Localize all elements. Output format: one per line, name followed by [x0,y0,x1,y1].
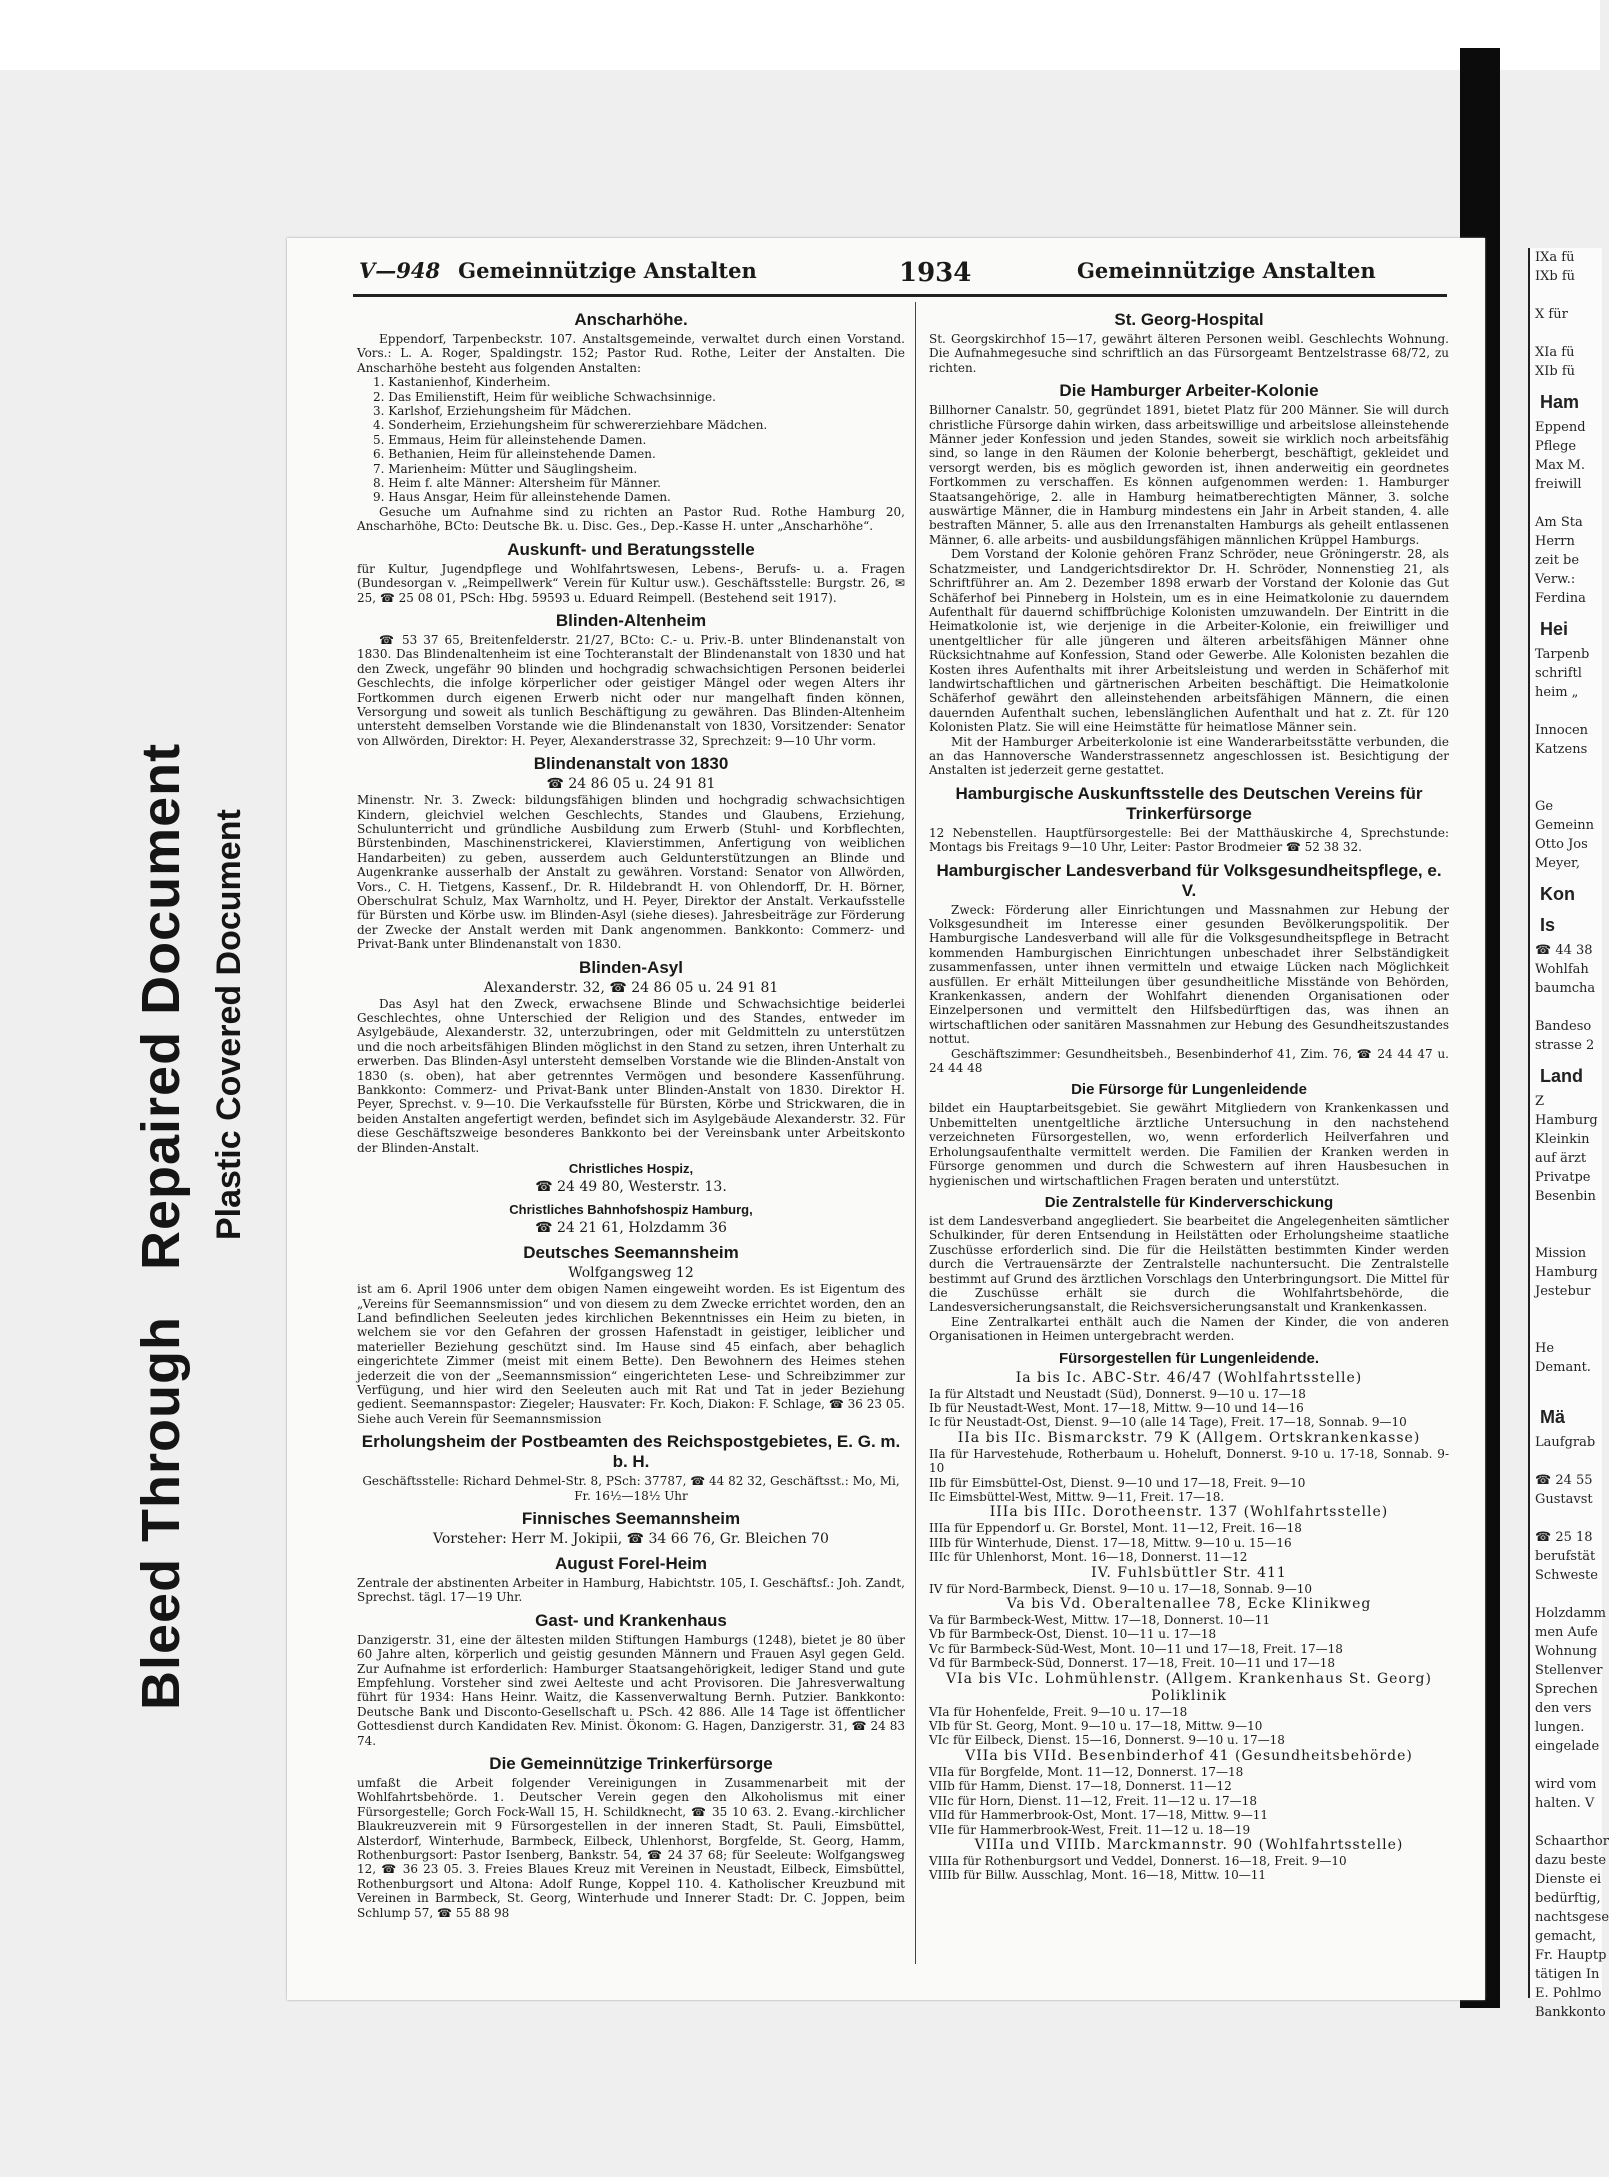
header-right-title: Gemeinnützige Anstalten [1077,258,1376,283]
sliver-fragment: Mä [1540,1407,1566,1427]
schedule-line: IIb für Eimsbüttel-Ost, Dienst. 9—10 und 17—18, Freit. 9—10 [929,1475,1306,1490]
sliver-fragment: Eppend [1535,420,1586,435]
schedule-line: VIIa für Borgfelde, Mont. 11—12, Donnerst. 17—18 [929,1764,1244,1779]
paragraph: Eine Zentralkartei enthält auch die Namen der Kinder, die von anderen Organisationen in Heimen untergebracht werden. [929,1314,1449,1344]
heading-trinkerfuersorge: Die Gemeinnützige Trinkerfürsorge [489,1754,773,1774]
sliver-fragment: tätigen In [1535,1967,1600,1982]
paragraph: Mit der Hamburger Arbeiterkolonie ist eine Wanderarbeitsstätte verbunden, die an das Hannoversche Wanderstrassennetz angeschlossen ist. Besichtigung der Anstalten ist jederzeit gerne gestattet. [929,734,1449,778]
sliver-fragment: E. Pohlmo [1535,1986,1602,2001]
sliver-fragment: ☎ 25 18 [1535,1530,1593,1545]
schedule-line: VIIc für Horn, Dienst. 11—12, Freit. 11—12 u. 17—18 [929,1793,1257,1808]
schedule-line: IIIc für Uhlenhorst, Mont. 16—18, Donnerst. 11—12 [929,1550,1248,1565]
heading-landesverband: Hamburgischer Landesverband für Volksgesundheitspflege, e. V. [936,860,1442,900]
list-item: 3. Karlshof, Erziehungsheim für Mädchen. [373,404,632,419]
sliver-fragment: Schweste [1535,1568,1598,1583]
heading-deutsches-seemannsheim: Deutsches Seemannsheim [523,1243,739,1263]
heading-arbeiter-kolonie: Die Hamburger Arbeiter-Kolonie [1059,381,1319,401]
sliver-fragment: Ham [1540,392,1580,412]
schedule-line: VIb für St. Georg, Mont. 9—10 u. 17—18, Mittw. 9—10 [929,1719,1263,1734]
paragraph: ist dem Landesverband angegliedert. Sie bearbeitet die Angelegenheiten sämtlicher Schulkinder, für deren Entsendung in Heilstätten oder Erholungsheime staatliche Zuschüsse erforderlich sind. Die für die Heilstätten bestimmten Kinder werden durch die Vertrauensärzte der Zentralstelle nachuntersucht. Die Zentralstelle bestimmt auf Grund des ärztlichen Vorschlags den Unterbringungsort. Die Mittel für die Zuschüsse erhält sie durch die Wohlfahrtsbehörde, die Landesversicherungsanstalt, die Reichsversicherungsanstalt und Krankenkassen. [929,1213,1449,1315]
paragraph: ☎ 53 37 65, Breitenfelderstr. 21/27, BCto: C.- u. Priv.-B. unter Blindenanstalt von 1830. Das Blindenaltenheim ist eine Tochteranstalt der Blindenanstalt von 1830 und hat den Zweck, ungefähr 90 blinden und hochgradig schwachsichtigen Personen beiderlei Geschlechts, die infolge körperlicher oder geistiger Mängel oder wegen Alters ihr Fortkommen durch eigenen Erwerb nicht oder nur mangelhaft finden können, Versorgung und soweit als tunlich Beschäftigung zu gewähren. Das Blinden-Altenheim untersteht demselben Vorstande wie die Blindenanstalt von 1830, Vorsitzender: Senator von Allwörden, Direktor: H. Peyer, Alexanderstrasse 32, Sprechzeit: 9—10 Uhr vorm. [357,632,905,748]
page-number: V—948 [359,258,441,283]
group-heading: IV. Fuhlsbüttler Str. 411 [1091,1564,1287,1581]
sliver-fragment: Ferdina [1535,591,1586,606]
scan-top-margin [0,0,1600,70]
sliver-fragment: Gustavst [1535,1492,1593,1507]
paragraph: Billhorner Canalstr. 50, gegründet 1891, bietet Platz für 200 Männer. Sie will durch christliche Fürsorge dahin wirken, dass arbeitswillige und arbeitslose alleinstehende Männer jeder Konfession und jeden Standes, soweit sie wirklich noch arbeitsfähig sind, so lange in den Räumen der Kolonie beherbergt, beschäftigt, gekleidet und versorgt werden, bis es möglich geworden ist, ihnen anderweitig ein geordnetes Fortkommen zu verschaffen. Es können aufgenommen werden: 1. Hamburger Staatsangehörige, 2. alle in Hamburg heimatberechtigten Männer, 3. solche auswärtige Männer, die in Hamburg mindestens ein Jahr in Arbeit standen, 4. alle bestraften Männer, 5. alle aus den Irrenanstalten Hamburgs als geheilt entlassenen Männer, 6. alle arbeits- und ausbildungsfähigen männlichen Krüppel Hamburgs. [929,403,1449,547]
schedule-line: Ia für Altstadt und Neustadt (Süd), Donnerst. 9—10 u. 17—18 [929,1386,1306,1401]
sliver-fragment: Dienste ei [1535,1872,1602,1887]
sliver-fragment: He [1535,1341,1555,1356]
bleed-through-label: Bleed Through [131,1316,191,1710]
phone-line: ☎ 24 86 05 u. 24 91 81 [546,776,716,793]
group-heading: VIIa bis VIId. Besenbinderhof 41 (Gesundheitsbehörde) [965,1747,1413,1764]
schedule-line: Va für Barmbeck-West, Mittw. 17—18, Donnerst. 10—11 [929,1613,1271,1628]
heading-kinderverschickung: Die Zentralstelle für Kinderverschickung [1044,1193,1334,1211]
group-heading: IIIa bis IIIc. Dorotheenstr. 137 (Wohlfahrtsstelle) [989,1504,1389,1521]
sliver-fragment [1530,324,1602,343]
sliver-fragment: Hamburg [1535,1113,1598,1128]
heading-auskunft: Auskunft- und Beratungsstelle [507,539,755,559]
heading-blinden-altenheim: Blinden-Altenheim [555,610,707,630]
paragraph: umfaßt die Arbeit folgender Vereinigungen in Zusammenarbeit mit der Wohlfahrtsbehörde. 1. Deutscher Verein gegen den Alkoholismus mit einer Fürsorgestelle; Gorch Fock-Wall 15, H. Schildknecht, ☎ 35 10 63. 2. Evang.-kirchlicher Blaukreuzverein mit 9 Fürsorgestellen in der inneren Stadt, St. Pauli, Eimsbüttel, Alsterdorf, Winterhude, Barmbeck, Eilbeck, Uhlenhorst, Borgfelde, St. Georg, Hamm, Rothenburgsort: Pastor Isenberg, Bankstr. 54, ☎ 24 37 68; für Seeleute: Wolfgangsweg 12, ☎ 36 23 05. 3. Freies Blaues Kreuz mit Vereinen in Neustadt, Eilbeck, Eimsbüttel, Rothenburgsort und Altona: Adolf Runge, Koppel 110. 4. Katholischer Kreuzbund mit Vereinen in Barmbeck, St. Georg, Winterhude und Innerer Stadt: Dr. C. Joppen, beim Schlump 57, ☎ 55 88 98 [357,1776,905,1920]
sliver-fragment: Fr. Hauptp [1535,1948,1607,1963]
institution-list [357,375,905,505]
list-item: 2. Das Emilienstift, Heim für weibliche Schwachsinnige. [373,389,716,404]
sliver-fragment: men Aufe [1535,1625,1598,1640]
header-year: 1934 [899,258,972,288]
schedule-line: VIIe für Hammerbrook-West, Freit. 11—12 u. 18—19 [929,1822,1251,1837]
paragraph: Zentrale der abstinenten Arbeiter in Hamburg, Habichtstr. 105, I. Geschäftsf.: Joh. Zandt, Sprechst. tägl. 17—19 Uhr. [357,1575,905,1605]
list-item: 6. Bethanien, Heim für alleinstehende Damen. [373,447,656,462]
repaired-document-label: Repaired Document [131,742,191,1271]
paragraph: Danzigerstr. 31, eine der ältesten milden Stiftungen Hamburgs (1248), bietet je 80 über 60 Jahre alten, körperlich und geistig gesunden Männern und Frauen Asyl gegen Geld. Zur Aufnahme ist erforderlich: Hamburger Staatsangehörigkeit, lediger Stand und gute Empfehlung. Vorsteher sind zwei Aelteste und acht Provisoren. Die Jahresverwaltung führt für 1934: Hans Heinr. Waitz, die Kassenverwaltung Bernh. Putzier. Bankkonto: Deutsche Bank und Disconto-Gesellschaft u. PSch. 42 886. Alle 14 Tage ist öffentlicher Gottesdienst durch Kandidaten Rev. Minist. Ökonom: G. Hagen, Danzigerstr. 31, ☎ 24 83 74. [357,1632,905,1748]
sliver-fragment: Otto Jos [1535,837,1588,852]
sliver-fragment: Innocen [1535,723,1589,738]
sliver-fragment: Gemeinn [1535,818,1595,833]
list-item: 9. Haus Ansgar, Heim für alleinstehende Damen. [373,490,671,505]
schedule-line: IIa für Harvestehude, Rotherbaum u. Hoheluft, Donnerst. 9-10 u. 17-18, Sonnab. 9-10 [929,1446,1449,1476]
list-item: 5. Emmaus, Heim für alleinstehende Damen. [373,432,647,447]
sliver-fragment: eingelade [1535,1739,1600,1754]
sliver-fragment: Z [1535,1094,1545,1109]
header-rule [353,294,1447,297]
sliver-fragment: nachtsgese [1535,1910,1609,1925]
sliver-fragment: Meyer, [1535,856,1580,871]
sliver-fragment: Schaarthor [1535,1834,1609,1849]
paragraph: St. Georgskirchhof 15—17, gewährt älteren Personen weibl. Geschlechts Wohnung. Die Aufnahmegesuche sind schriftlich an das Fürsorgeamt Bentzelstrasse 68/72, zu richten. [929,332,1449,375]
paragraph: Das Asyl hat den Zweck, erwachsene Blinde und Schwachsichtige beiderlei Geschlechtes, ohne Unterschied der Religion und des Standes, entweder im Asylgebäude, Alexanderstr. 32, unterzubringen, oder mit Geldmitteln zu unterstützen und die noch arbeitsfähigen Blinden möglichst in den Stand zu setzen, ihren Unterhalt zu erwerben. Das Blinden-Asyl untersteht demselben Vorstande wie die Blinden-Anstalt von 1830 (s. oben), hat aber getrenntes Vermögen und besondere Kassenführung. Bankkonto: Commerz- und Privat-Bank unter Blinden-Anstalt von 1830. Direktor H. Peyer, Sprechst. v. 9—10. Die Verkaufsstelle für Bürsten, Körbe und Strickwaren, die in beiden Anstalten angefertigt werden, befindet sich im Asylgebäude Alexanderstr. 32. Für diese Geschäftszweige besonderes Bankkonto bei der Vereinsbank unter Arbeitskonto der Blinden-Anstalt. [357,996,905,1155]
schedule-line: VIId für Hammerbrook-Ost, Mont. 17—18, Mittw. 9—11 [929,1808,1269,1823]
sliver-fragment: freiwill [1535,477,1582,492]
group-heading: VIa bis VIc. Lohmühlenstr. (Allgem. Krankenhaus St. Georg) Poliklinik [946,1670,1432,1704]
sliver-fragment: bedürftig, [1535,1891,1601,1906]
paragraph: Dem Vorstand der Kolonie gehören Franz Schröder, neue Gröningerstr. 28, als Schatzmeister, und Landgerichtsdirektor Dr. H. Schröder, Nonnenstieg 21, als Schriftführer an. Am 2. Dezember 1898 erwarb der Vorstand der Kolonie das Gut Schäferhof bei Pinneberg in Holstein, um es in eine Heimatkolonie zu dauerndem Aufenthalt für dauernd schiffbrüchige Kolonisten umzuwandeln. Der Eintritt in die Heimatkolonie ist, wie derjenige in die Arbeiter-Kolonie, ein freiwilliger und unentgeltlicher für alle jüngeren und älteren arbeitsfähigen Männer ohne Rücksichtnahme auf Konfession, Stand oder Gewerbe. Alle Kolonisten bezahlen die Kosten ihres Aufenthalts mit ihrer Arbeitsleistung und werden in Schäferhof mit landwirtschaftlichen und gärtnerischen Arbeiten beschäftigt. Die Heimatkolonie Schäferhof gewährt den alleinstehenden arbeitsfähigen Männern, die einen dauernden Aufenthalt suchen, lebenslänglichen Aufenthalt und hat z. Zt. für 120 Kolonisten Platz. Sie will eine Heimstätte für heimatlose Männer sein. [929,547,1449,735]
sliver-fragment: auf ärzt [1535,1151,1587,1166]
schedule-line: VIIb für Hamm, Dienst. 17—18, Donnerst. 11—12 [929,1779,1232,1794]
header-left-title: Gemeinnützige Anstalten [458,258,757,283]
sliver-fragment [1530,286,1602,305]
schedule-line: Vb für Barmbeck-Ost, Dienst. 10—11 u. 17—18 [929,1627,1217,1642]
sliver-fragment [1530,1206,1602,1225]
heading-bahnhofshospiz: Christliches Bahnhofshospiz Hamburg, [509,1202,753,1218]
paragraph: ist am 6. April 1906 unter dem obigen Namen eingeweiht worden. Es ist Eigentum des „Vereins für Seemannsmission“ und von diesem zu dem Zwecke errichtet worden, den an Land befindlichen Seeleuten jedes kirchlichen Bekenntnisses ein Heim zu bieten, in welchem sie vor den Gefahren der grossen Hafenstadt in geistiger, leiblicher und materieller Beziehung geschützt sind. Im Hause sind 45 einfach, aber behaglich eingerichtete Zimmer (meist mit einem Bette). Den Bewohnern des Heimes stehen jederzeit die von der „Seemannsmission“ eingerichteten Lese- und Schreibzimmer zur Verfügung, und hier wird den Seeleuten auch mit Rat und Tat in jeder Beziehung gedient. Seemannspastor: Ziegeler; Hausvater: Fr. Koch, Diakon: F. Schlage, ☎ 36 23 05. Siehe auch Verein für Seemannsmission [357,1282,905,1426]
address-line: Vorsteher: Herr M. Jokipii, ☎ 34 66 76, Gr. Bleichen 70 [433,1530,829,1547]
schedule-line: Vd für Barmbeck-Süd, Donnerst. 17—18, Freit. 10—11 und 17—18 [929,1656,1336,1671]
heading-gast-krankenhaus: Gast- und Krankenhaus [535,1610,727,1630]
schedule-line: VIIIa für Rothenburgsort und Veddel, Donnerst. 16—18, Freit. 9—10 [929,1853,1347,1868]
sliver-fragment: Herrn [1535,534,1575,549]
sliver-fragment: Hamburg [1535,1265,1598,1280]
sliver-fragment: Wohnung [1535,1644,1598,1659]
label-line-main [130,697,192,1710]
paragraph: bildet ein Hauptarbeitsgebiet. Sie gewährt Mitgliedern von Krankenkassen und Unbemittelten unentgeltliche ärztliche Untersuchung in den nachstehend verzeichneten Fürsorgestellen, wo, wenn erforderlich Heilverfahren und Erholungsaufenthalte vermittelt werden. Die Familien der Kranken werden in Fürsorge genommen und durch die Schwestern auf ihren Hausbesuchen in hygienischen und wirtschaftlichen Fragen beraten und unterstützt. [929,1101,1449,1188]
column-divider [915,302,916,1964]
sliver-fragment [1530,494,1602,513]
schedule-line: VIa für Hohenfelde, Freit. 9—10 u. 17—18 [929,1704,1188,1719]
sliver-fragment: XIb fü [1535,364,1576,379]
sliver-fragment: XIa fü [1535,345,1575,360]
sliver-fragment [1530,1225,1602,1244]
sliver-fragment: Is [1540,915,1556,935]
sliver-fragment: Hei [1540,619,1569,639]
heading-erholungsheim: Erholungsheim der Postbeamten des Reichspostgebietes, E. G. m. b. H. [361,1432,901,1472]
schedule-line: VIIIb für Billw. Ausschlag, Mont. 16—18, Mittw. 10—11 [929,1868,1267,1883]
paragraph: Minenstr. Nr. 3. Zweck: bildungsfähigen blinden und hochgradig schwachsichtigen Kindern, gleichviel welchen Geschlechts, Standes und Glaubens, Erziehung, Schulunterricht und gründliche Ausbildung zum Erwerb (Stuhl- und Korbflechten, Bürstenbinden, Maschinenstrickerei, Klavierstimmen, Anfertigung von weiblichen Handarbeiten) zu geben, ausserdem auch Geldunterstützungen an Blinde und Augenkranke ausserhalb der Anstalt zu gewähren. Vorstand: Senator von Allwörden, Vors., C. H. Tietgens, Kassenf., Dr. R. Hildebrandt H. von Ohlendorff, Dr. H. Börner, Oberschulrat Schulz, Max Warnholtz, und H. Peyer, Direktor der Anstalt. Verkaufsstelle für Bürsten und Körbe usw. im Blinden-Asyl (siehe dieses). Jahresbeiträge zur Förderung der Zwecke der Anstalt werden mit Dank angenommen. Bankkonto: Commerz- und Privat-Bank unter Blindenanstalt von 1830. [357,793,905,952]
sliver-fragment: Tarpenb [1535,647,1590,662]
sliver-fragment: Mission [1535,1246,1587,1261]
sliver-fragment: Kleinkin [1535,1132,1590,1147]
list-item: 1. Kastanienhof, Kinderheim. [373,375,551,390]
sliver-fragment: Verw.: [1535,572,1576,587]
sliver-fragment [1530,1756,1602,1775]
sliver-fragment: dazu beste [1535,1853,1607,1868]
paragraph: Zweck: Förderung aller Einrichtungen und Massnahmen zur Hebung der Volksgesundheit im Interesse einer gesunden Bevölkerungspolitik. Der Hamburgische Landesverband will alle für die Volksgesundheitspflege in Betracht kommenden Hamburgischen Einrichtungen unbeschadet ihrer Selbständigkeit zusammenfassen, unter ihnen vermitteln und etwaige Lücken nach Möglichkeit ausfüllen. Er erhält Mitteilungen über gesundheitliche Misstände von Behörden, Krankenkassen, andern der Wohlfahrt dienenden Organisationen oder Einzelpersonen und vermittelt den Hilfsbedürftigen das, was ihnen an wirtschaftlichen oder sanitären Massnahmen zur Hebung des Gesundheitszustandes nottut. [929,902,1449,1047]
schedule-line: Ib für Neustadt-West, Mont. 17—18, Mittw. 9—10 und 14—16 [929,1400,1304,1415]
group-heading: VIIIa und VIIIb. Marckmannstr. 90 (Wohlfahrtsstelle) [974,1836,1404,1853]
sliver-fragment [1530,702,1602,721]
sliver-fragment: Wohlfah [1535,962,1589,977]
sliver-fragment: gemacht, [1535,1929,1597,1944]
schedule-line: IV für Nord-Barmbeck, Dienst. 9—10 u. 17—18, Sonnab. 9—10 [929,1581,1313,1596]
sliver-fragment: Jestebur [1535,1284,1591,1299]
sliver-fragment: Pflege [1535,439,1577,454]
heading-blinden-asyl: Blinden-Asyl [579,957,683,977]
heading-christliches-hospiz: Christliches Hospiz, [568,1161,694,1177]
list-item: 8. Heim f. alte Männer: Altersheim für Männer. [373,476,661,491]
sliver-fragment: Kon [1540,884,1575,904]
sliver-fragment: Bandeso [1535,1019,1592,1034]
paragraph: Geschäftszimmer: Gesundheitsbeh., Besenbinderhof 41, Zim. 76, ☎ 24 44 47 u. 24 44 48 [929,1046,1449,1076]
adjacent-page-sliver [1528,248,1609,2020]
sliver-fragment: Laufgrab [1535,1435,1596,1450]
sliver-fragment: schriftl [1535,666,1582,681]
schedule-line: IIIa für Eppendorf u. Gr. Borstel, Mont. 11—12, Freit. 16—18 [929,1521,1302,1536]
sliver-fragment: ☎ 24 55 [1535,1473,1593,1488]
address-line: Wolfgangsweg 12 [568,1265,694,1282]
sliver-fragment [1530,1585,1602,1604]
sliver-fragment [1530,1509,1602,1528]
group-heading: Va bis Vd. Oberaltenallee 78, Ecke Klinikweg [1006,1596,1372,1613]
paragraph: Geschäftsstelle: Richard Dehmel-Str. 8, PSch: 37787, ☎ 44 82 32, Geschäftsst.: Mo, Mi, Fr. 16½—18½ Uhr [362,1474,900,1503]
left-column [357,304,905,1920]
sliver-fragment: Privatpe [1535,1170,1591,1185]
sliver-fragment: Besenbin [1535,1189,1596,1204]
heading-auskunftsstelle: Hamburgische Auskunftsstelle des Deutschen Vereins für Trinkerfürsorge [955,783,1423,823]
schedule-line: Ic für Neustadt-Ost, Dienst. 9—10 (alle 14 Tage), Freit. 17—18, Sonnab. 9—10 [929,1415,1407,1430]
header-left [359,258,757,283]
schedule-line: Vc für Barmbeck-Süd-West, Mont. 10—11 und 17—18, Freit. 17—18 [929,1641,1343,1656]
sliver-fragment: Holzdamm [1535,1606,1606,1621]
schedule-line: VIc für Eilbeck, Dienst. 15—16, Donnerst. 9—10 u. 17—18 [929,1733,1285,1748]
schedule-line: IIIb für Winterhude, Dienst. 17—18, Mittw. 9—10 u. 15—16 [929,1535,1292,1550]
plastic-covered-label: Plastic Covered Document [210,809,248,1240]
sliver-fragment [1530,998,1602,1017]
sliver-fragment: zeit be [1535,553,1580,568]
sliver-fragment [1530,1301,1602,1320]
group-heading: IIa bis IIc. Bismarckstr. 79 K (Allgem. Ortskrankenkasse) [957,1429,1421,1446]
sliver-fragment: strasse 2 [1535,1038,1595,1053]
sliver-fragment [1530,1813,1602,1832]
heading-st-georg-hospital: St. Georg-Hospital [1114,310,1264,329]
running-header [287,258,1485,294]
paragraph: 12 Nebenstellen. Hauptfürsorgestelle: Bei der Matthäuskirche 4, Sprechstunde: Montags bis Freitags 9—10 Uhr, Leiter: Pastor Brodmeier ☎ 52 38 32. [929,825,1449,855]
paragraph: Eppendorf, Tarpenbeckstr. 107. Anstaltsgemeinde, verwaltet durch einen Vorstand. Vors.: L. A. Roger, Spaldingstr. 152; Pastor Rud. Rothe, Leiter der Anstalten. Die Anscharhöhe besteht aus folgenden Anstalten: [357,332,905,375]
heading-lungenleidende: Die Fürsorge für Lungenleidende [1071,1081,1307,1099]
sliver-fragment: den vers [1535,1701,1592,1716]
sliver-fragment: ☎ 44 38 [1535,943,1593,958]
sliver-fragment: Demant. [1535,1360,1591,1375]
right-column [929,304,1449,1883]
group-heading: Ia bis Ic. ABC-Str. 46/47 (Wohlfahrtsstelle) [1015,1369,1363,1386]
address-line: ☎ 24 49 80, Westerstr. 13. [535,1179,727,1196]
sliver-fragment: heim „ [1535,685,1579,700]
heading-anscharhoehe: Anscharhöhe. [574,310,688,329]
list-item: 7. Marienheim: Mütter und Säuglingsheim. [373,461,638,476]
heading-blindenanstalt: Blindenanstalt von 1830 [533,754,729,774]
sliver-fragment: IXa fü [1535,250,1575,265]
address-line: ☎ 24 21 61, Holzdamm 36 [535,1220,727,1237]
sliver-fragment [1530,759,1602,778]
sliver-fragment: Sprechen [1535,1682,1598,1697]
sliver-fragment: Bankkonto [1535,2005,1606,2020]
paragraph: für Kultur, Jugendpflege und Wohlfahrtswesen, Lebens-, Berufs- u. a. Fragen (Bundesorgan v. „Reimpellwerk“ Verein für Kultur usw.). Geschäftsstelle: Burgstr. 26, ✉ 25, ☎ 25 08 01, PSch: Hbg. 59593 u. Eduard Reimpell. (Bestehend seit 1917). [357,561,905,605]
heading-finnisches-seemannsheim: Finnisches Seemannsheim [521,1508,741,1528]
sliver-fragment: Max M. [1535,458,1585,473]
sliver-fragment: Katzens [1535,742,1588,757]
sliver-fragment: Ge [1535,799,1554,814]
heading-fuersorgestellen: Fürsorgestellen für Lungenleidende. [1058,1349,1320,1367]
sliver-fragment: halten. V [1535,1796,1595,1811]
list-item: 4. Sonderheim, Erziehungsheim für schwererziehbare Mädchen. [373,418,768,433]
schedule-line: IIc Eimsbüttel-West, Mittw. 9—11, Freit. 17—18. [929,1490,1225,1504]
sliver-fragment: berufstät [1535,1549,1596,1564]
sliver-fragment [1530,1452,1602,1471]
sliver-fragment: IXb fü [1535,269,1576,284]
sliver-fragment: Stellenver [1535,1663,1603,1678]
sliver-fragment [1530,1320,1602,1339]
sliver-fragment: X für [1535,307,1568,322]
sliver-fragment: wird vom [1535,1777,1597,1792]
document-page [287,238,1485,2000]
address-line: Alexanderstr. 32, ☎ 24 86 05 u. 24 91 81 [483,979,779,996]
sliver-fragment [1530,778,1602,797]
heading-forel-heim: August Forel-Heim [554,1553,708,1573]
sliver-fragment: baumcha [1535,981,1596,996]
paragraph: Gesuche um Aufnahme sind zu richten an Pastor Rud. Rothe Hamburg 20, Anscharhöhe, BCto: Deutsche Bk. u. Disc. Ges., Dep.-Kasse H. unter „Anscharhöhe“. [357,504,905,534]
sliver-fragment [1530,1377,1602,1396]
sliver-fragment: lungen. [1535,1720,1585,1735]
sliver-fragment: Am Sta [1535,515,1583,530]
sliver-fragment: Land [1540,1066,1583,1086]
